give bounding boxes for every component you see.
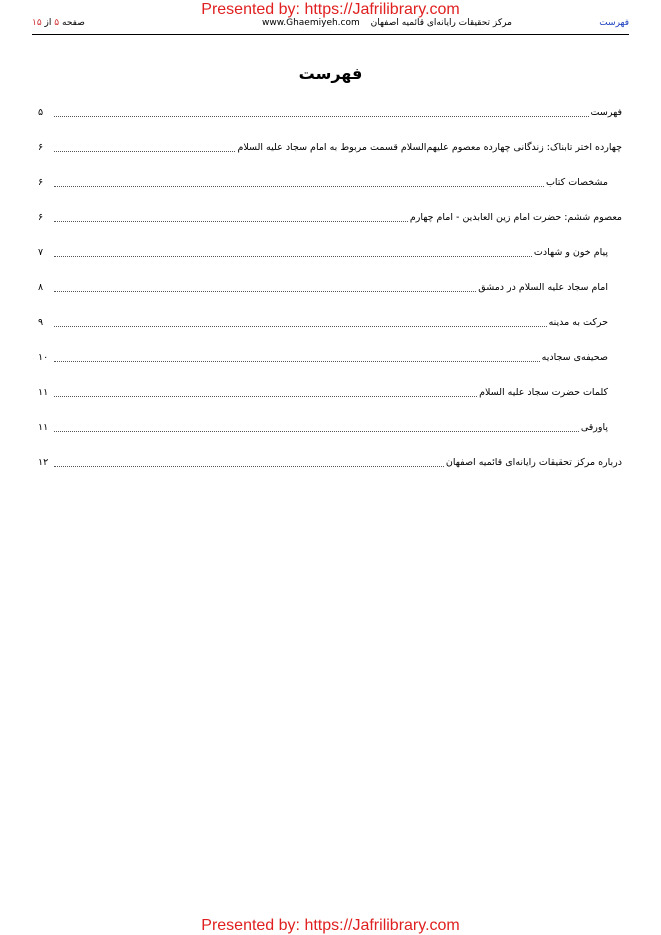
toc-page-number: ۶ (38, 177, 44, 188)
toc-page-number: ۱۱ (38, 422, 49, 433)
toc-leader (54, 255, 532, 257)
toc-entry[interactable] (38, 245, 608, 261)
toc-title: پاورقی (580, 422, 608, 433)
page-label: صفحه (62, 18, 85, 28)
watermark-bottom: Presented by: https://Jafrilibrary.com (201, 917, 460, 934)
toc-entry[interactable] (38, 350, 608, 366)
center-title: مرکز تحقیقات رایانه‌ای قائمیه اصفهان (370, 18, 512, 28)
toc-entry[interactable] (38, 455, 622, 471)
toc-title: امام سجاد علیه السلام در دمشق (478, 282, 608, 293)
toc-page-number: ۹ (38, 317, 44, 328)
toc-entry[interactable] (38, 315, 608, 331)
toc-entry[interactable] (38, 210, 622, 226)
website-link[interactable]: www.Ghaemiyeh.com (262, 18, 360, 28)
toc-title: فهرست (590, 107, 622, 118)
toc-entry[interactable] (38, 420, 608, 436)
page-of: از (44, 18, 52, 28)
toc-page-number: ۶ (38, 142, 44, 153)
toc-title: درباره مرکز تحقیقات رایانه‌ای قائمیه اصفهان (445, 457, 622, 468)
toc-entry[interactable] (38, 385, 608, 401)
section-link[interactable]: فهرست (599, 18, 629, 28)
watermark-top: Presented by: https://Jafrilibrary.com (201, 1, 460, 18)
toc-title: صحیفه‌ی سجادیه (541, 352, 608, 363)
toc-title: مشخصات کتاب (545, 177, 608, 188)
toc-page-number: ۱۱ (38, 387, 49, 398)
toc-leader (54, 185, 544, 187)
header-center (262, 18, 512, 28)
toc-leader (54, 325, 547, 327)
toc-entry[interactable] (38, 175, 608, 191)
toc-leader (54, 430, 579, 432)
toc-page-number: ۱۰ (38, 352, 49, 363)
page-header (32, 16, 629, 35)
toc-page-number: ۷ (38, 247, 44, 258)
toc-leader (54, 290, 476, 292)
toc-title: کلمات حضرت سجاد علیه السلام (479, 387, 608, 398)
toc-page-number: ۶ (38, 212, 44, 223)
toc-title: پیام خون و شهادت (533, 247, 608, 258)
page-counter (32, 18, 85, 28)
toc-page-number: ۸ (38, 282, 44, 293)
page-title: فهرست (298, 64, 363, 83)
toc-entry[interactable] (38, 140, 622, 156)
page-total: ۱۵ (32, 18, 42, 28)
page-current: ۵ (54, 18, 60, 28)
toc-entry[interactable] (38, 105, 622, 121)
toc-leader (54, 360, 540, 362)
toc-page-number: ۵ (38, 107, 44, 118)
toc-leader (54, 150, 235, 152)
toc-title: چهارده اختر تابناک: زندگانی چهارده معصوم علیهم‌السلام قسمت مربوط به امام سجاد علیه السلام (237, 142, 622, 153)
toc-title: حرکت به مدینه (548, 317, 608, 328)
toc-leader (54, 465, 444, 467)
toc-entry[interactable] (38, 280, 608, 296)
toc-title: معصوم ششم: حضرت امام زین العابدین - امام چهارم (409, 212, 622, 223)
toc-leader (54, 395, 477, 397)
toc-page-number: ۱۲ (38, 457, 49, 468)
toc-leader (54, 220, 408, 222)
toc-leader (54, 115, 589, 117)
